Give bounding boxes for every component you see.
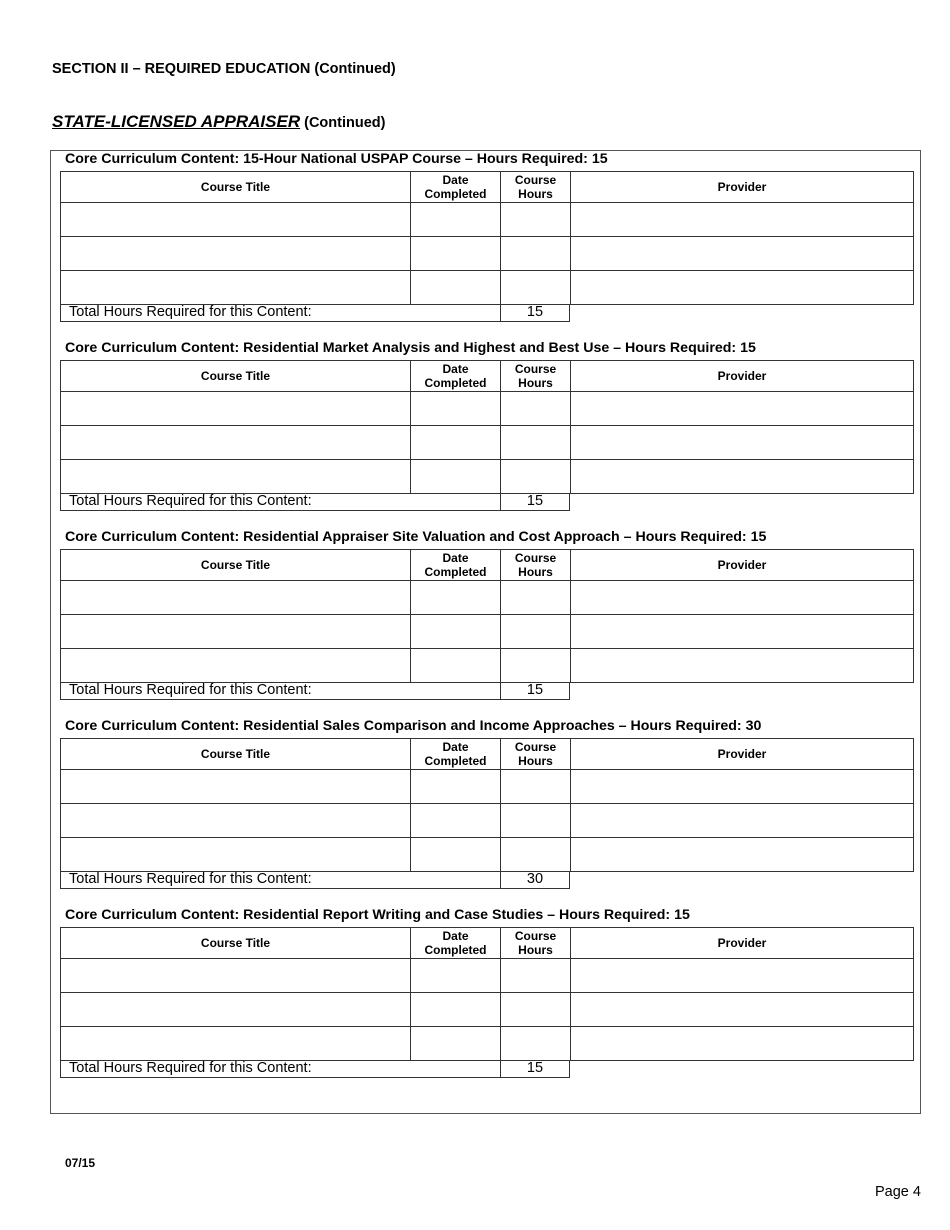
table-row	[61, 460, 914, 494]
provider-cell[interactable]	[571, 959, 914, 993]
block-caption: Core Curriculum Content: Residential Market Analysis and Highest and Best Use – Hours Required: 15	[65, 340, 756, 356]
provider-cell[interactable]	[571, 581, 914, 615]
total-hours-value: 15	[500, 1060, 570, 1078]
table-row	[61, 581, 914, 615]
course-table	[60, 549, 914, 683]
course-hours-cell[interactable]	[501, 271, 571, 305]
course-title-cell[interactable]	[61, 581, 411, 615]
course-title-cell[interactable]	[61, 271, 411, 305]
table-header-row	[61, 361, 914, 392]
col-date-completed: Date Completed	[411, 928, 501, 959]
date-completed-cell[interactable]	[411, 959, 501, 993]
total-hours-value: 30	[500, 871, 570, 889]
course-hours-cell[interactable]	[501, 615, 571, 649]
col-date-completed: Date Completed	[411, 739, 501, 770]
total-hours-value: 15	[500, 682, 570, 700]
block-caption: Core Curriculum Content: 15-Hour National USPAP Course – Hours Required: 15	[65, 151, 608, 167]
table-row	[61, 804, 914, 838]
course-title-cell[interactable]	[61, 460, 411, 494]
total-label: Total Hours Required for this Content:	[60, 304, 501, 322]
date-completed-cell[interactable]	[411, 581, 501, 615]
provider-cell[interactable]	[571, 770, 914, 804]
table-row	[61, 1027, 914, 1061]
provider-cell[interactable]	[571, 993, 914, 1027]
col-date-completed: Date Completed	[411, 172, 501, 203]
block-caption: Core Curriculum Content: Residential Sales Comparison and Income Approaches – Hours Required: 30	[65, 718, 762, 734]
sub-header	[52, 112, 385, 132]
table-row	[61, 237, 914, 271]
provider-cell[interactable]	[571, 237, 914, 271]
provider-cell[interactable]	[571, 615, 914, 649]
course-hours-cell[interactable]	[501, 203, 571, 237]
course-table	[60, 171, 914, 305]
col-provider: Provider	[571, 361, 914, 392]
course-title-cell[interactable]	[61, 770, 411, 804]
section-header: SECTION II – REQUIRED EDUCATION (Continued)	[52, 61, 396, 77]
course-title-cell[interactable]	[61, 838, 411, 872]
date-completed-cell[interactable]	[411, 838, 501, 872]
course-hours-cell[interactable]	[501, 770, 571, 804]
provider-cell[interactable]	[571, 804, 914, 838]
date-completed-cell[interactable]	[411, 615, 501, 649]
course-hours-cell[interactable]	[501, 804, 571, 838]
course-title-cell[interactable]	[61, 959, 411, 993]
course-table	[60, 927, 914, 1061]
course-title-cell[interactable]	[61, 649, 411, 683]
course-title-cell[interactable]	[61, 1027, 411, 1061]
col-course-hours: Course Hours	[501, 172, 571, 203]
total-row	[60, 682, 570, 700]
course-hours-cell[interactable]	[501, 581, 571, 615]
provider-cell[interactable]	[571, 460, 914, 494]
col-course-hours: Course Hours	[501, 550, 571, 581]
course-title-cell[interactable]	[61, 804, 411, 838]
col-date-completed: Date Completed	[411, 550, 501, 581]
col-course-title: Course Title	[61, 550, 411, 581]
col-course-title: Course Title	[61, 361, 411, 392]
course-title-cell[interactable]	[61, 392, 411, 426]
provider-cell[interactable]	[571, 838, 914, 872]
course-title-cell[interactable]	[61, 203, 411, 237]
table-header-row	[61, 550, 914, 581]
table-row	[61, 203, 914, 237]
page-number: Page 4	[875, 1184, 921, 1200]
col-course-title: Course Title	[61, 172, 411, 203]
total-label: Total Hours Required for this Content:	[60, 871, 501, 889]
license-type-title: STATE-LICENSED APPRAISER	[52, 112, 301, 131]
course-hours-cell[interactable]	[501, 649, 571, 683]
date-completed-cell[interactable]	[411, 392, 501, 426]
date-completed-cell[interactable]	[411, 1027, 501, 1061]
total-label: Total Hours Required for this Content:	[60, 1060, 501, 1078]
total-row	[60, 871, 570, 889]
provider-cell[interactable]	[571, 392, 914, 426]
table-row	[61, 993, 914, 1027]
table-row	[61, 838, 914, 872]
total-row	[60, 304, 570, 322]
table-row	[61, 271, 914, 305]
provider-cell[interactable]	[571, 649, 914, 683]
total-row	[60, 493, 570, 511]
provider-cell[interactable]	[571, 426, 914, 460]
course-title-cell[interactable]	[61, 993, 411, 1027]
date-completed-cell[interactable]	[411, 770, 501, 804]
col-provider: Provider	[571, 172, 914, 203]
date-completed-cell[interactable]	[411, 271, 501, 305]
block-caption: Core Curriculum Content: Residential Appraiser Site Valuation and Cost Approach – Hours Required: 15	[65, 529, 767, 545]
form-revision-code: 07/15	[65, 1156, 96, 1170]
col-course-hours: Course Hours	[501, 361, 571, 392]
block-caption: Core Curriculum Content: Residential Report Writing and Case Studies – Hours Required: 15	[65, 907, 690, 923]
date-completed-cell[interactable]	[411, 426, 501, 460]
date-completed-cell[interactable]	[411, 203, 501, 237]
col-provider: Provider	[571, 739, 914, 770]
course-hours-cell[interactable]	[501, 237, 571, 271]
provider-cell[interactable]	[571, 271, 914, 305]
table-header-row	[61, 739, 914, 770]
course-table	[60, 360, 914, 494]
col-course-hours: Course Hours	[501, 928, 571, 959]
col-provider: Provider	[571, 550, 914, 581]
provider-cell[interactable]	[571, 1027, 914, 1061]
provider-cell[interactable]	[571, 203, 914, 237]
date-completed-cell[interactable]	[411, 460, 501, 494]
total-label: Total Hours Required for this Content:	[60, 682, 501, 700]
course-hours-cell[interactable]	[501, 426, 571, 460]
course-title-cell[interactable]	[61, 615, 411, 649]
table-row	[61, 615, 914, 649]
date-completed-cell[interactable]	[411, 804, 501, 838]
table-row	[61, 770, 914, 804]
course-hours-cell[interactable]	[501, 993, 571, 1027]
col-course-title: Course Title	[61, 928, 411, 959]
course-title-cell[interactable]	[61, 426, 411, 460]
total-row	[60, 1060, 570, 1078]
col-course-title: Course Title	[61, 739, 411, 770]
table-header-row	[61, 928, 914, 959]
table-row	[61, 392, 914, 426]
course-hours-cell[interactable]	[501, 460, 571, 494]
course-hours-cell[interactable]	[501, 1027, 571, 1061]
total-hours-value: 15	[500, 493, 570, 511]
date-completed-cell[interactable]	[411, 993, 501, 1027]
course-hours-cell[interactable]	[501, 959, 571, 993]
date-completed-cell[interactable]	[411, 237, 501, 271]
continued-label: (Continued)	[300, 115, 386, 131]
date-completed-cell[interactable]	[411, 649, 501, 683]
total-label: Total Hours Required for this Content:	[60, 493, 501, 511]
course-hours-cell[interactable]	[501, 838, 571, 872]
table-row	[61, 649, 914, 683]
table-row	[61, 959, 914, 993]
course-hours-cell[interactable]	[501, 392, 571, 426]
col-provider: Provider	[571, 928, 914, 959]
col-course-hours: Course Hours	[501, 739, 571, 770]
course-title-cell[interactable]	[61, 237, 411, 271]
table-header-row	[61, 172, 914, 203]
table-row	[61, 426, 914, 460]
col-date-completed: Date Completed	[411, 361, 501, 392]
course-table	[60, 738, 914, 872]
total-hours-value: 15	[500, 304, 570, 322]
